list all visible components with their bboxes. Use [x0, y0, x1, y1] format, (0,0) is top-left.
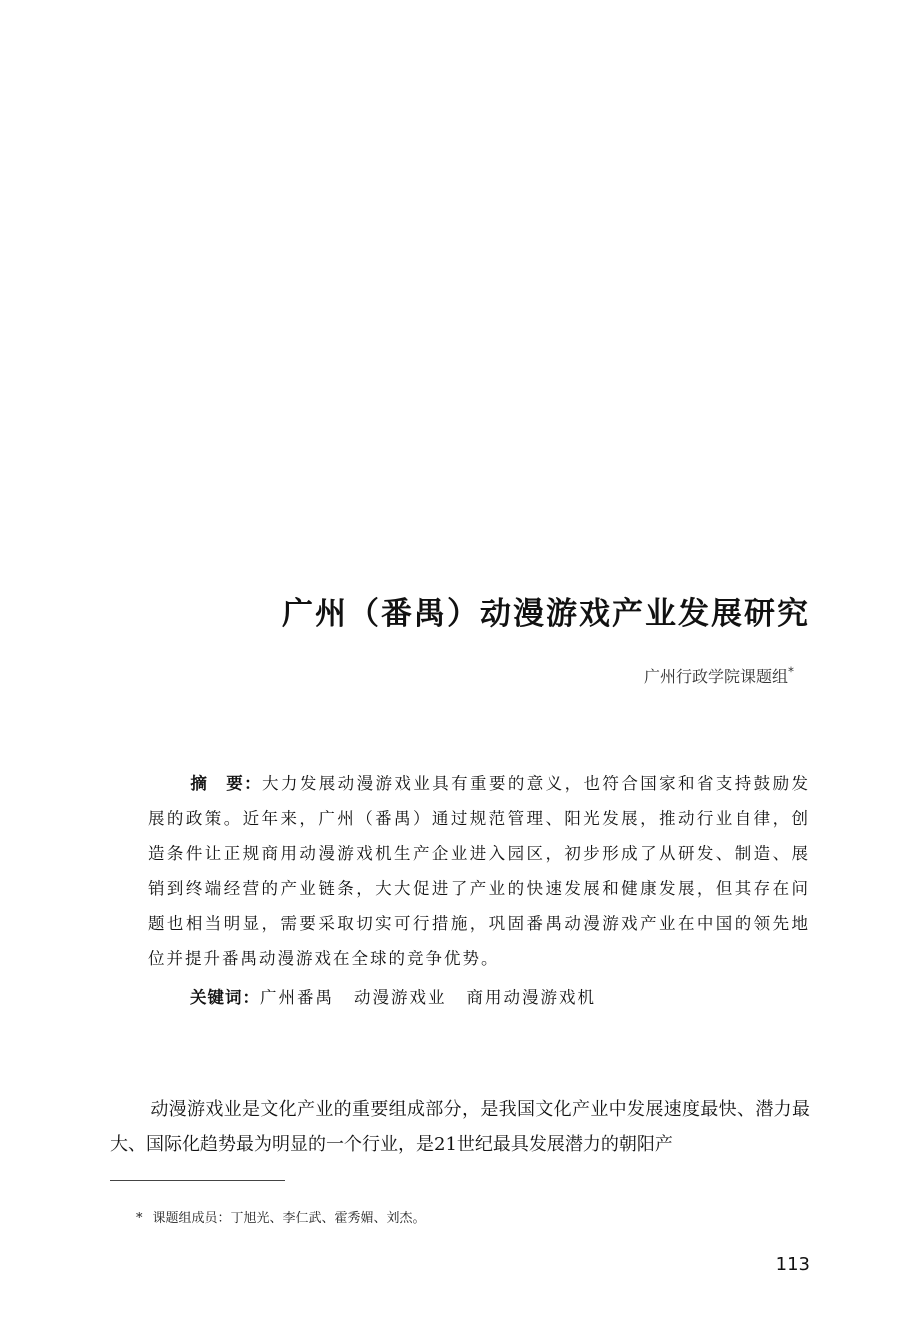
body-paragraph [110, 1092, 810, 1162]
keywords [190, 984, 810, 1008]
abstract [148, 766, 810, 976]
footnote-divider [110, 1180, 285, 1181]
article-title: 广州（番禺）动漫游戏产业发展研究 [282, 596, 810, 632]
footnote-text: 课题组成员：丁旭光、李仁武、霍秀媚、刘杰。 [152, 1211, 426, 1226]
keywords-label: 关键词： [190, 988, 260, 1007]
footnote-mark: * [136, 1211, 143, 1226]
abstract-label: 摘 要： [190, 774, 263, 793]
author-line [400, 664, 794, 687]
author-name: 广州行政学院课题组 [643, 667, 788, 686]
footnote [136, 1207, 426, 1226]
page-number: 113 [775, 1254, 810, 1275]
keyword-item: 商用动漫游戏机 [466, 988, 596, 1007]
abstract-text: 大力发展动漫游戏业具有重要的意义，也符合国家和省支持鼓励发展的政策。近年来，广州（番禺）通过规范管理、阳光发展，推动行业自律，创造条件让正规商用动漫游戏机生产企业进入园区，初步形成了从研发、制造、展销到终端经营的产业链条，大大促进了产业的快速发展和健康发展，但其存在问题也相当明显，需要采取切实可行措施，巩固番禺动漫游戏产业在中国的领先地位并提升番禺动漫游戏在全球的竞争优势。 [148, 774, 811, 968]
keyword-item: 广州番禺 [260, 988, 334, 1007]
author-footnote-mark: * [788, 664, 794, 679]
body-paragraph-text: 动漫游戏业是文化产业的重要组成部分，是我国文化产业中发展速度最快、潜力最大、国际化趋势最为明显的一个行业，是21世纪最具发展潜力的朝阳产 [110, 1099, 810, 1155]
keyword-item: 动漫游戏业 [354, 988, 447, 1007]
